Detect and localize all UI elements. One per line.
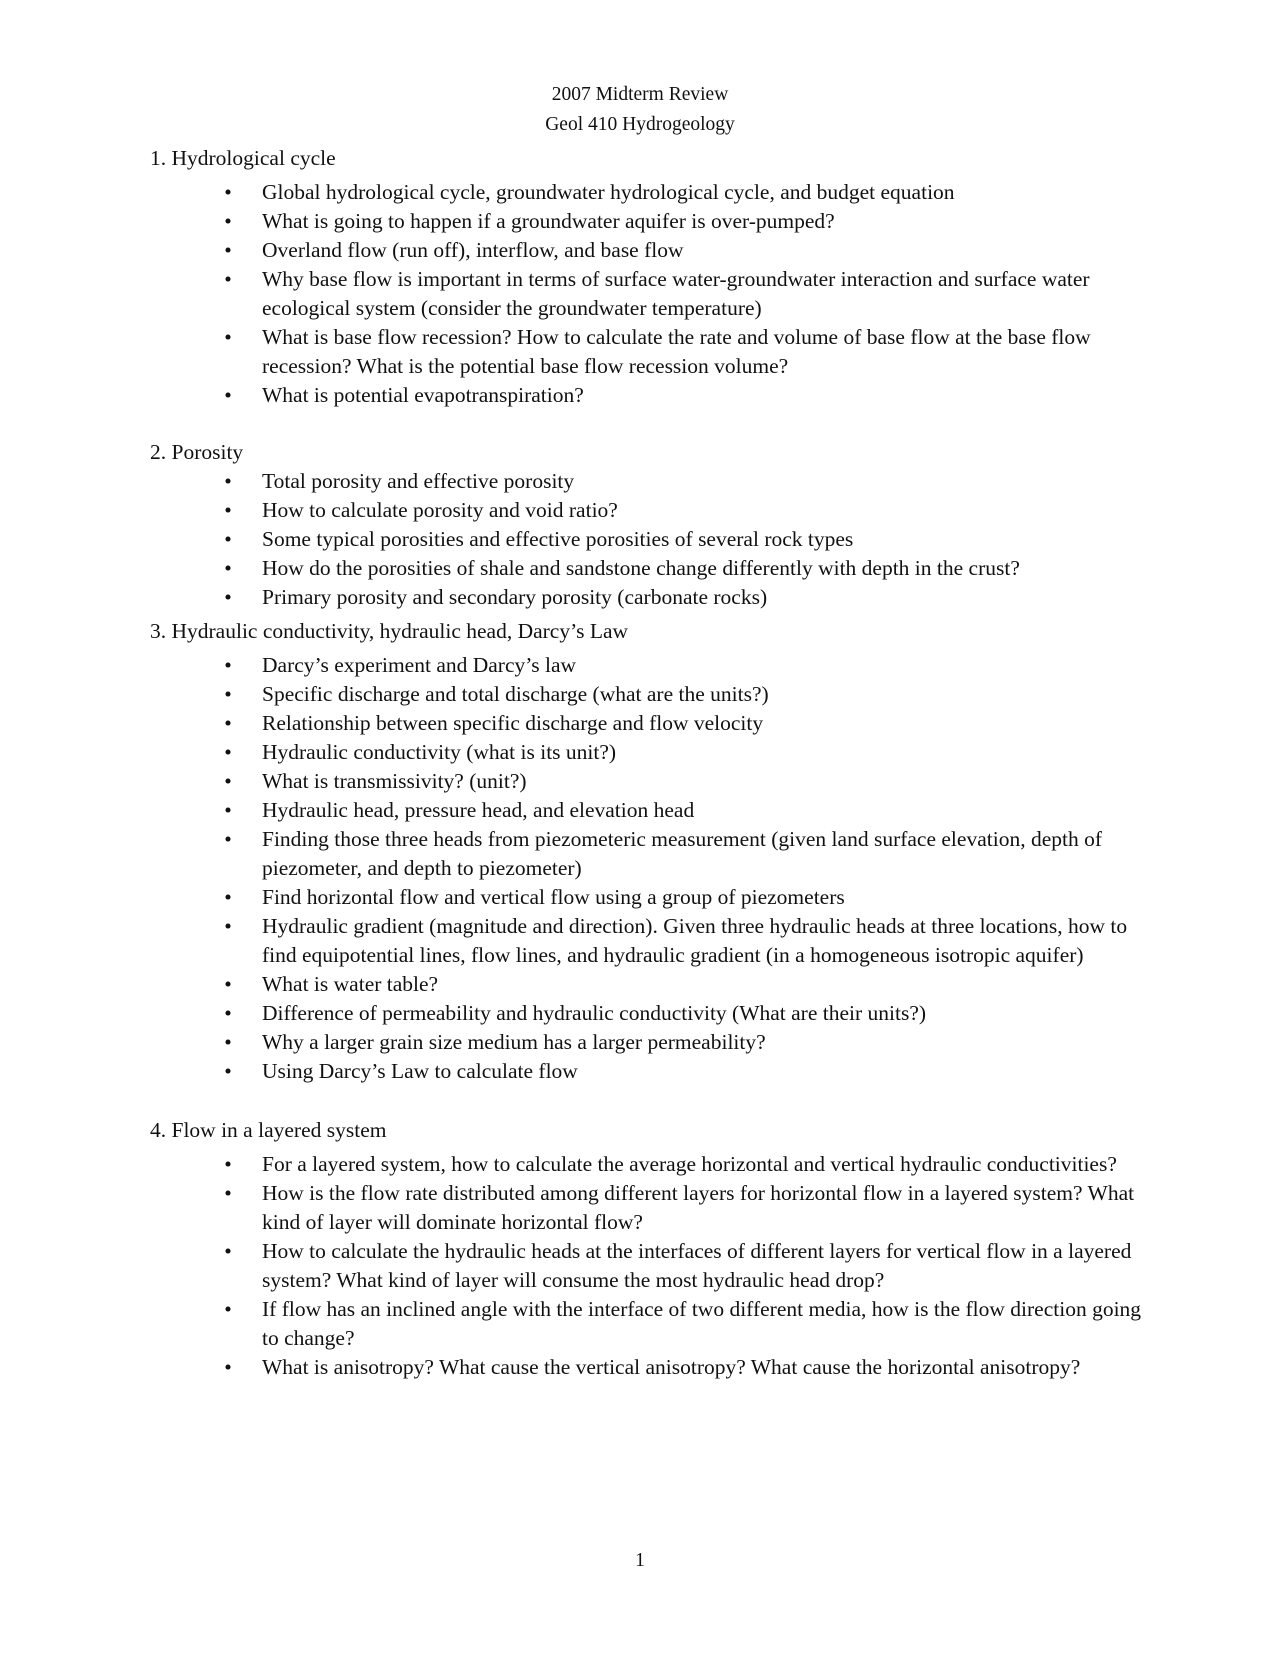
list-item-text: Darcy’s experiment and Darcy’s law — [262, 653, 577, 677]
bullet-icon: • — [224, 325, 232, 349]
list-item-text: Relationship between specific discharge and flow velocity — [262, 711, 764, 735]
bullet-icon: • — [224, 585, 232, 609]
bullet-list — [150, 1150, 1150, 1382]
bullet-icon: • — [224, 180, 232, 204]
section-heading: 3. Hydraulic conductivity, hydraulic head, Darcy’s Law — [150, 619, 629, 643]
list-item-text: Hydraulic conductivity (what is its unit?) — [262, 740, 617, 764]
list-item-text: Hydraulic head, pressure head, and elevation head — [262, 798, 695, 822]
list-item — [150, 912, 1150, 970]
list-item — [150, 1237, 1150, 1295]
list-item — [150, 178, 1150, 207]
list-item-text: Primary porosity and secondary porosity (carbonate rocks) — [262, 585, 768, 609]
list-item — [150, 883, 1150, 912]
bullet-icon: • — [224, 885, 232, 909]
section-hydrological-cycle — [150, 143, 1150, 410]
list-item — [150, 680, 1150, 709]
bullet-icon: • — [224, 556, 232, 580]
bullet-icon: • — [224, 740, 232, 764]
list-item-text: How to calculate the hydraulic heads at the interfaces of different layers for vertical flow in a layered system? What kind of layer will consume the most hydraulic head drop? — [262, 1239, 1132, 1292]
list-item-text: Global hydrological cycle, groundwater hydrological cycle, and budget equation — [262, 180, 955, 204]
list-item — [150, 999, 1150, 1028]
bullet-icon: • — [224, 711, 232, 735]
list-item — [150, 1179, 1150, 1237]
bullet-icon: • — [224, 1181, 232, 1205]
bullet-icon: • — [224, 238, 232, 262]
list-item-text: How do the porosities of shale and sandstone change differently with depth in the crust? — [262, 556, 1020, 580]
bullet-icon: • — [224, 1152, 232, 1176]
list-item-text: For a layered system, how to calculate the average horizontal and vertical hydraulic conductivities? — [262, 1152, 1117, 1176]
bullet-icon: • — [224, 498, 232, 522]
document-title: 2007 Midterm Review — [551, 84, 729, 105]
list-item-text: Difference of permeability and hydraulic conductivity (What are their units?) — [262, 1001, 927, 1025]
list-item-text: Specific discharge and total discharge (what are the units?) — [262, 682, 769, 706]
bullet-icon: • — [224, 527, 232, 551]
list-item — [150, 825, 1150, 883]
list-item-text: What is going to happen if a groundwater aquifer is over-pumped? — [262, 209, 835, 233]
list-item — [150, 1150, 1150, 1179]
list-item-text: How is the flow rate distributed among different layers for horizontal flow in a layered system? What kind of layer will dominate horizontal flow? — [262, 1181, 1135, 1234]
list-item-text: What is potential evapotranspiration? — [262, 383, 584, 407]
list-item-text: What is base flow recession? How to calculate the rate and volume of base flow at the base flow recession? What is the potential base flow recession volume? — [262, 325, 1091, 378]
bullet-icon: • — [224, 1030, 232, 1054]
list-item — [150, 796, 1150, 825]
bullet-icon: • — [224, 383, 232, 407]
list-item — [150, 709, 1150, 738]
bullet-icon: • — [224, 1059, 232, 1083]
list-item-text: Hydraulic gradient (magnitude and direction). Given three hydraulic heads at three locations, how to find equipotential lines, flow lines, and hydraulic gradient (in a homogeneous isotropic aquifer) — [262, 914, 1128, 967]
list-item — [150, 583, 1150, 612]
list-item — [150, 381, 1150, 410]
list-item — [150, 1353, 1150, 1382]
section-heading: 2. Porosity — [150, 440, 244, 464]
list-item-text: What is transmissivity? (unit?) — [262, 769, 527, 793]
bullet-icon: • — [224, 914, 232, 938]
list-item — [150, 554, 1150, 583]
bullet-list — [150, 178, 1150, 410]
list-item — [150, 467, 1150, 496]
list-item — [150, 496, 1150, 525]
list-item — [150, 1057, 1150, 1086]
list-item-text: Total porosity and effective porosity — [262, 469, 575, 493]
list-item-text: How to calculate porosity and void ratio? — [262, 498, 618, 522]
list-item — [150, 207, 1150, 236]
list-item — [150, 970, 1150, 999]
list-item-text: If flow has an inclined angle with the interface of two different media, how is the flow direction going to change? — [262, 1297, 1142, 1350]
list-item — [150, 651, 1150, 680]
bullet-icon: • — [224, 469, 232, 493]
document-header — [0, 80, 1280, 140]
bullet-icon: • — [224, 1297, 232, 1321]
list-item-text: What is water table? — [262, 972, 439, 996]
course-title: Geol 410 Hydrogeology — [545, 114, 735, 135]
bullet-icon: • — [224, 1355, 232, 1379]
section-heading: 4. Flow in a layered system — [150, 1118, 387, 1142]
bullet-icon: • — [224, 827, 232, 851]
bullet-list — [150, 651, 1150, 1086]
bullet-icon: • — [224, 1239, 232, 1263]
list-item-text: Finding those three heads from piezometeric measurement (given land surface elevation, depth of piezometer, and depth to piezometer) — [262, 827, 1102, 880]
section-layered-system — [150, 1115, 1150, 1382]
bullet-icon: • — [224, 769, 232, 793]
list-item — [150, 265, 1150, 323]
bullet-icon: • — [224, 1001, 232, 1025]
list-item — [150, 1028, 1150, 1057]
bullet-icon: • — [224, 267, 232, 291]
list-item — [150, 525, 1150, 554]
page-number: 1 — [635, 1550, 645, 1571]
section-darcys-law — [150, 616, 1150, 1086]
list-item — [150, 236, 1150, 265]
list-item — [150, 767, 1150, 796]
list-item — [150, 323, 1150, 381]
list-item-text: Overland flow (run off), interflow, and base flow — [262, 238, 684, 262]
bullet-icon: • — [224, 798, 232, 822]
list-item-text: What is anisotropy? What cause the vertical anisotropy? What cause the horizontal anisotropy? — [262, 1355, 1081, 1379]
bullet-icon: • — [224, 972, 232, 996]
bullet-list — [150, 467, 1150, 612]
list-item-text: Why a larger grain size medium has a larger permeability? — [262, 1030, 766, 1054]
list-item-text: Some typical porosities and effective porosities of several rock types — [262, 527, 854, 551]
section-porosity — [150, 437, 1150, 612]
bullet-icon: • — [224, 682, 232, 706]
list-item-text: Find horizontal flow and vertical flow using a group of piezometers — [262, 885, 845, 909]
bullet-icon: • — [224, 209, 232, 233]
list-item — [150, 738, 1150, 767]
bullet-icon: • — [224, 653, 232, 677]
list-item — [150, 1295, 1150, 1353]
list-item-text: Using Darcy’s Law to calculate flow — [262, 1059, 578, 1083]
section-heading: 1. Hydrological cycle — [150, 146, 336, 170]
list-item-text: Why base flow is important in terms of surface water-groundwater interaction and surface water ecological system (consider the groundwater temperature) — [262, 267, 1090, 320]
